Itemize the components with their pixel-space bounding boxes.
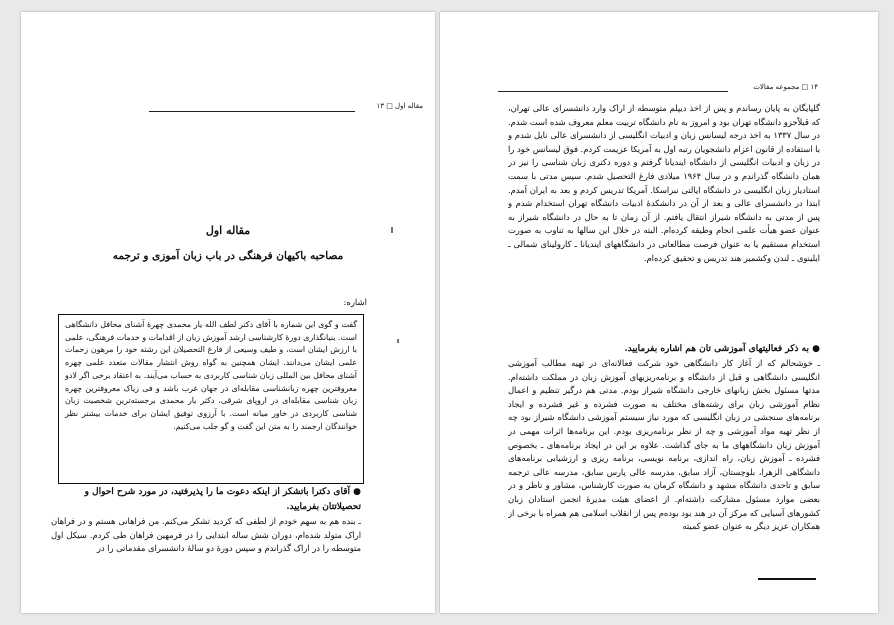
answer-2: ـ خوشحالم که از آغاز کار دانشگاهی خود شرکت فعالانه‌ای در تهیه مطالب آموزشی انگلیسی دانشگاهی و قبل از دانشگاه و برنامه‌ریزیهای آموزش زبان در مملکت داشته‌ام. مدتها مسئول بخش زبانهای خارجی دانشگاه شیراز بودم. مدتی هم درگیر تنظیم و اعمال نظام آموزشی زبان برای رشته‌های مختلف به صورت فشرده و غیر فشرده و ایجاد برنامه‌های سنجشی در زبان انگلیسی که مورد نیاز سیستم آموزشی دانشگاه شیراز بود چه از نظر تهیه مواد آموزشی و چه از نظر برنامه‌ریزی بودم. این برنامه‌ها اثرات مهمی در آموزش زبان دانشگاههای ما به جای گذاشت. علاوه بر این در ایجاد برنامه‌های ـ بخصوص فشرده ـ آموزش زبان، راه اندازی، برنامه نویسی، برنامه ریزی و ارزشیابی برنامه‌های دانشگاهی الزهرا، بلوچستان، آزاد سابق، مدرسه عالی پارس سابق، مدرسه عالی ترجمه سابق و تاحدی دانشگاه مشهد و دانشگاه کرمان به صورت کارشناس، مشاور و ناظر و در بعضی موارد مسئول مشارکت داشته‌ام. از اعضای هیئت مدیرهٔ انجمن استادان زبان کشورهای آسیایی که مرکز آن در هند بود بوده‌م پس از انقلاب اسلامی هم همراه با برخی از همکاران عزیز دیگر به عنوان عضو کمیته bbox=[508, 358, 820, 532]
note-label: اشاره: bbox=[343, 298, 367, 308]
footer-rule bbox=[758, 578, 816, 580]
answer-1: ـ بنده هم به سهم خودم از لطفی که کردید تشکر می‌کنم. من فراهانی هستم و در فراهان اراک متولد شده‌ام، دوران شش ساله ابتدایی را در فرمهین فراهان طی کردم. سیکل اول متوسطه را در اراک گذراندم و سپس دورهٔ دو سالهٔ دانشسرای مقدماتی را در bbox=[51, 516, 361, 554]
scan-mark bbox=[397, 339, 399, 343]
right-paragraph-1: گلپایگان به پایان رساندم و پس از اخذ دیپلم متوسطه از اراک وارد دانشسرای عالی تهران، که قبلاًجزو دانشگاه تهران بود و امروز به نام دانشگاه تربیت معلم معروف شده است شدم. در سال ۱۳۳۷ به اخذ درجه لیسانس زبان و ادبیات انگلیسی از دانشسرای عالی نایل شدم و با استفاده از قانون اعزام دانشجویان رتبه اول به آمریکا عزیمت کردم. فوق لیسانس خود را در زبان و ادبیات انگلیسی از دانشگاه ایندیانا گرفتم و دوره دکتری زبان شناسی را نیز در همان دانشگاه گذراندم و در سال ۱۹۶۴ میلادی فارغ التحصیل شدم. سپس مدتی با سمت استادیار زبان انگلیسی در دانشگاه ایالتی نبراسکا. آمریکا تدریس کردم و بعد به ایران آمدم. ابتدا در دانشسرای عالی و بعد از آن در دانشکدهٔ ادبیات دانشگاه تهران استخدام شدم و پس از مدتی به دانشگاه شیراز انتقال یافتم. از آن زمان تا به حال در دانشگاه شیراز به عنوان عضو هیأت علمی انجام وظیفه کرده‌ام. البته در خلال این سالها به تناوب به صورت استخدام مستقیم یا به عنوان فرصت مطالعاتی در دانشگاههای ایندیانا ـ کارولینای شمالی ـ ایلینوی ـ لندن وکشمیر هند تدریس و تحقیق کرده‌ام. bbox=[508, 103, 820, 263]
intro-box: گفت و گوی این شماره با آقای دکتر لطف الله یار محمدی چهرهٔ آشنای محافل دانشگاهی است. بنیانگذاری دورهٔ کارشناسی ارشد آموزش زبان از اقدامات و خدمات فرهنگی، علمی با ارزش ایشان است، و طیف وسیعی از فارغ التحصیلان این رشته خود را مرهون زحمات علمی ایشان می‌دانند. ایشان همچنین به گواه روش انتشار مقالات متعدد علمی چهره آشنای محافل بین المللی زبان شناسی کاربردی به حساب می‌آیند. به اعتقاد برخی اگر لادو معروفترین چهره زبانشناسی مقابله‌ای در جهان غرب باشد و فی زیاک معروفترین چهره زبان شناسی مقابله‌ای در اروپای شرقی، دکتر یار محمدی برجسته‌ترین شخصیت زبان شناسی کاربردی در خاور میانه است. با آرزوی توفیق ایشان برای خدمات بیشتر نظر خوانندگان ارجمند را به متن این گفت و گو جلب می‌کنیم. bbox=[58, 314, 364, 484]
page-13 bbox=[21, 12, 435, 613]
page-header-left: مقاله اول □ ۱۳ bbox=[376, 102, 423, 110]
question-1: ● آقای دکترا باتشکر از اینکه دعوت ما را پذیرفتید، در مورد شرح احوال و تحصیلاتتان بفرمایید. bbox=[84, 487, 361, 512]
article-title: مقاله اول bbox=[205, 224, 251, 237]
page-14 bbox=[440, 12, 878, 613]
header-rule-left bbox=[149, 111, 355, 112]
left-body bbox=[51, 485, 361, 595]
scan-mark bbox=[391, 227, 393, 233]
page-header-right: ۱۴ □ مجموعه مقالات bbox=[753, 83, 818, 91]
right-body-2 bbox=[508, 342, 820, 566]
header-rule-right bbox=[498, 91, 728, 92]
article-subtitle: مصاحبه باکیهان فرهنگی در باب زبان آموزی و ترجمه bbox=[112, 250, 344, 262]
question-2: ● به ذکر فعالیتهای آموزشی تان هم اشاره بفرمایید. bbox=[624, 344, 820, 354]
